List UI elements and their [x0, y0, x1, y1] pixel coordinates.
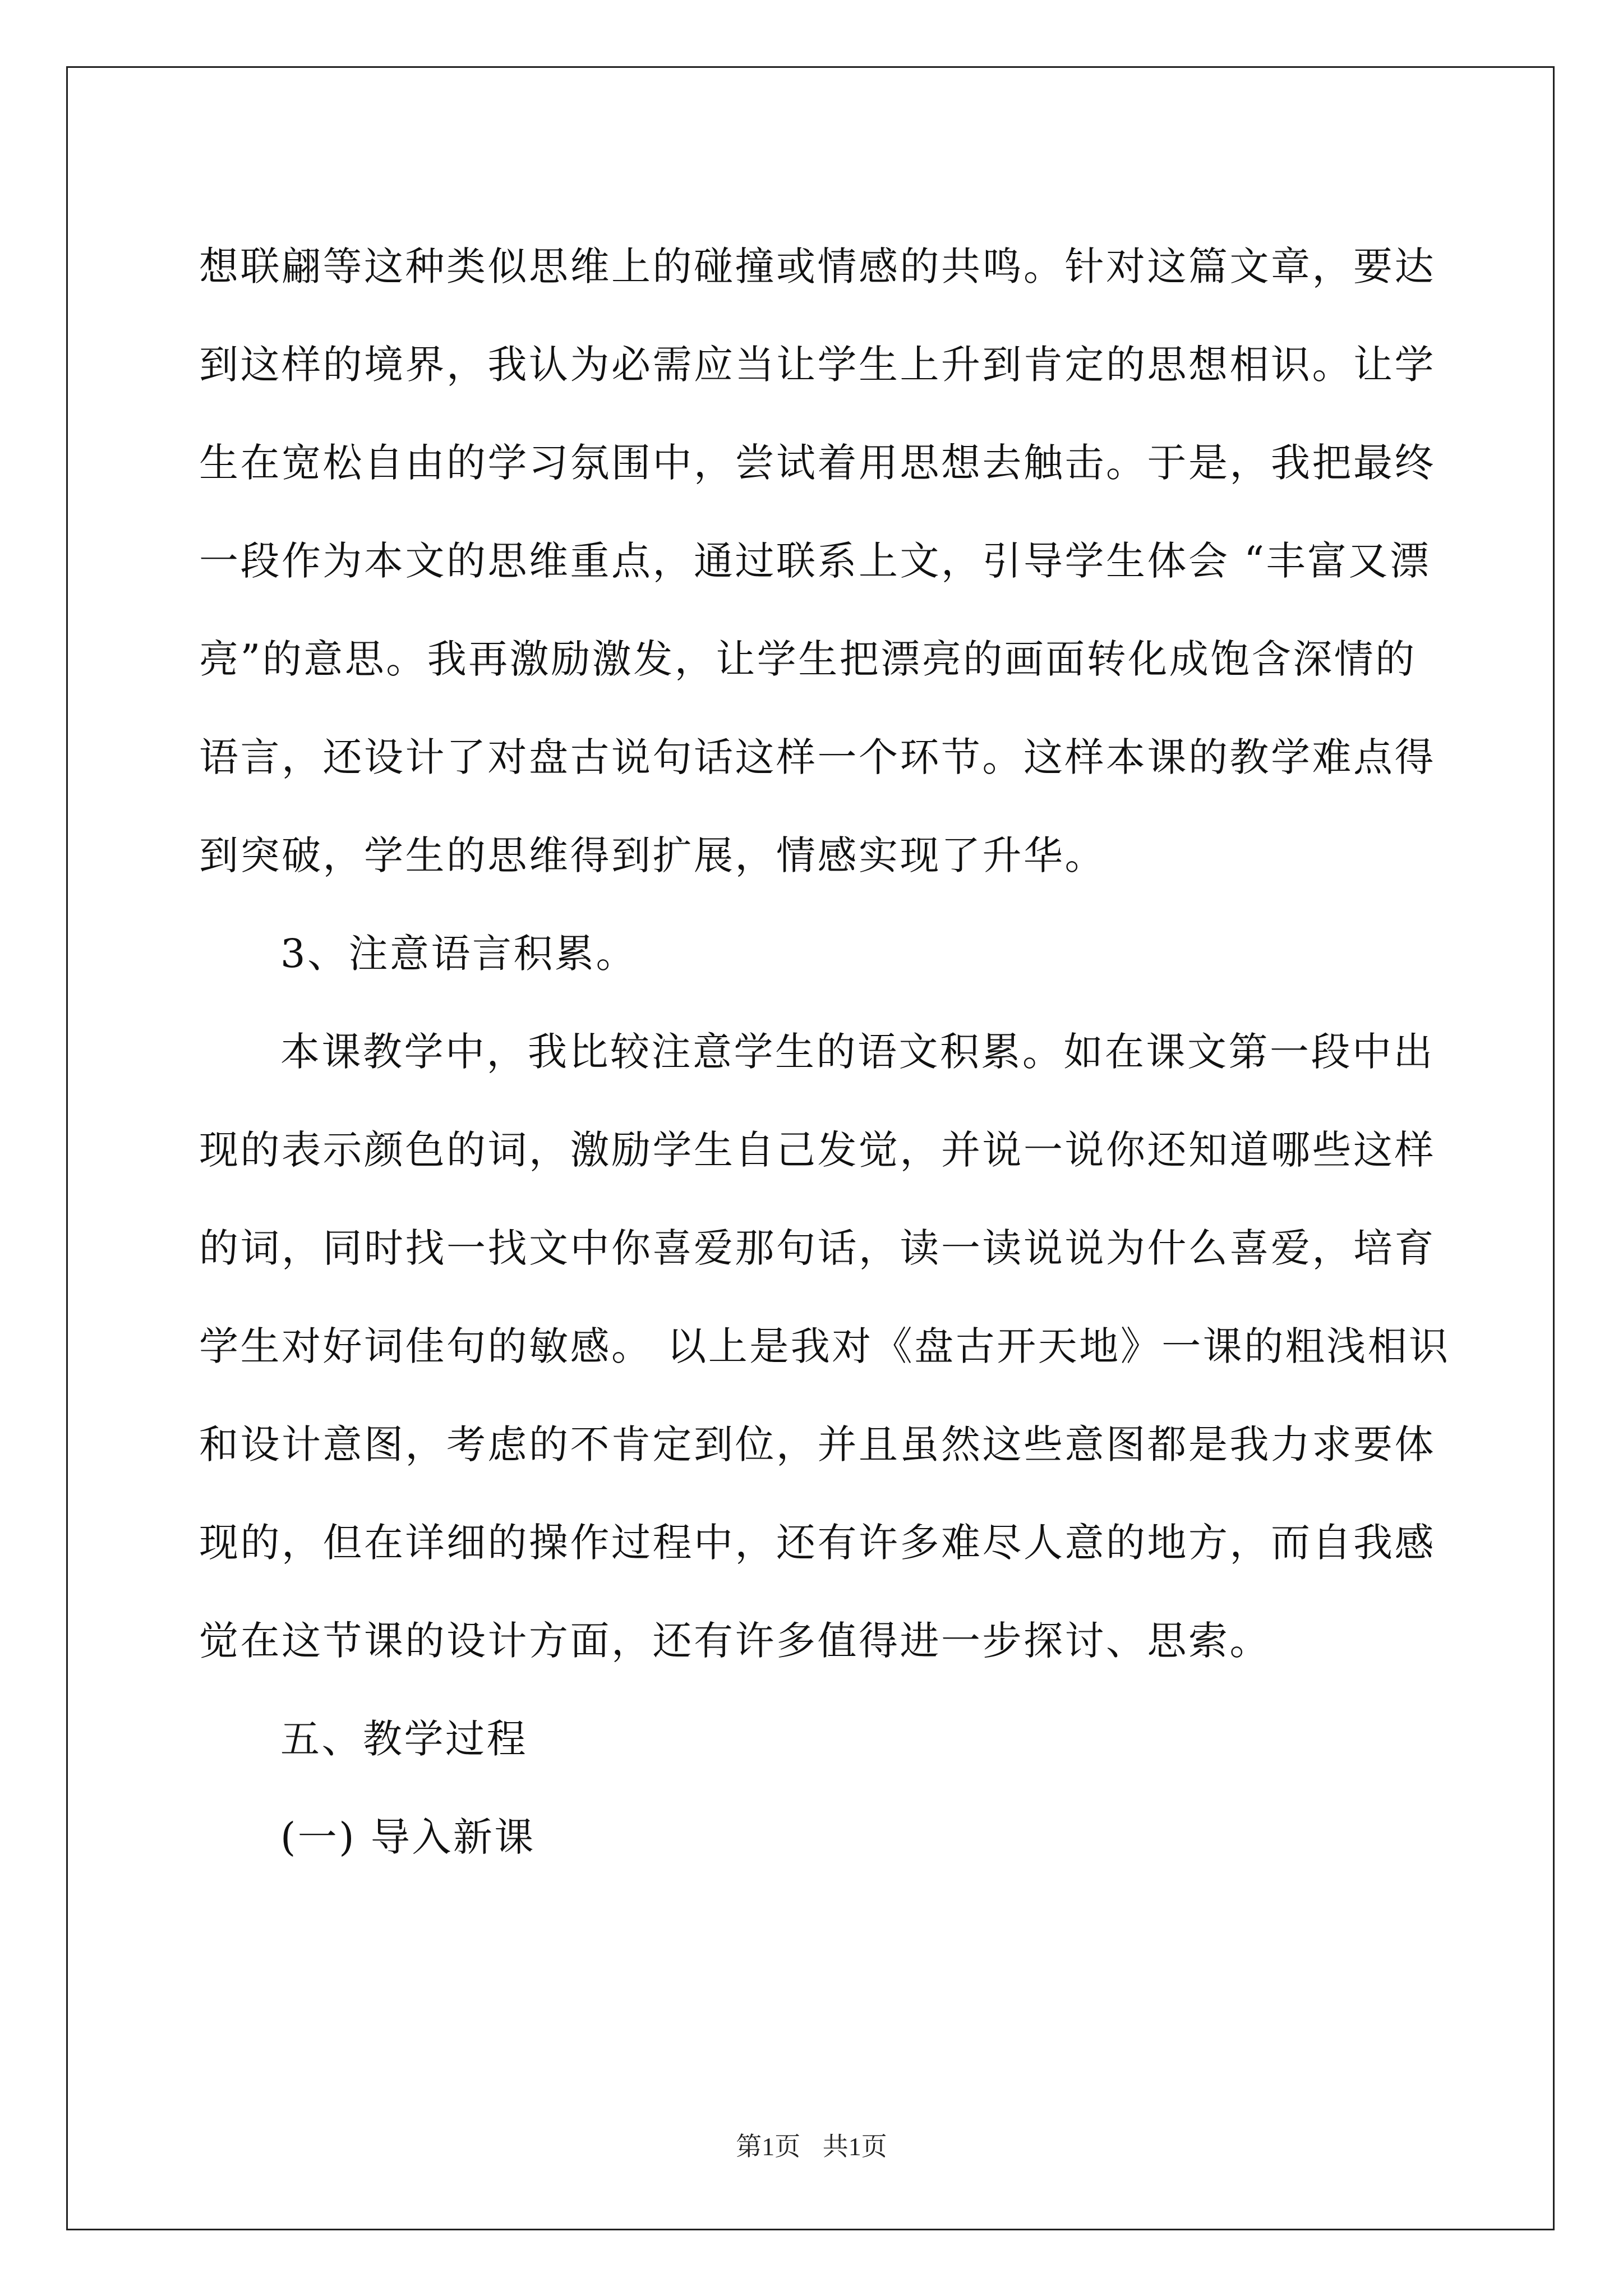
page-total: 共1页 — [822, 2132, 887, 2161]
text-line: 一段作为本文的思维重点，通过联系上文，引导学生体会 “丰富又漂 — [199, 538, 1431, 584]
document-body — [199, 218, 1450, 1887]
text-line: 想联翩等这种类似思维上的碰撞或情感的共鸣。针对这篇文章，要达 — [199, 243, 1436, 289]
text-line: 生在宽松自由的学习氛围中，尝试着用思想去触击。于是，我把最终 — [199, 440, 1436, 486]
text-line: 的词，同时找一找文中你喜爱那句话，读一读说说为什么喜爱，培育 — [199, 1225, 1436, 1271]
text-line: 学生对好词佳句的敏感。 以上是我对《盘古开天地》一课的粗浅相识 — [199, 1323, 1450, 1369]
section-heading: 3、注意语言积累。 — [280, 931, 638, 977]
text-line: 现的表示颜色的词，激励学生自己发觉，并说一说你还知道哪些这样 — [199, 1127, 1436, 1173]
page-footer — [0, 2126, 1623, 2163]
text-line: 语言，还设计了对盘古说句话这样一个环节。这样本课的教学难点得 — [199, 734, 1436, 780]
section-heading: 五、教学过程 — [280, 1716, 528, 1762]
text-line: 现的，但在详细的操作过程中，还有许多难尽人意的地方，而自我感 — [199, 1520, 1436, 1566]
text-line: 到突破，学生的思维得到扩展，情感实现了升华。 — [199, 832, 1106, 878]
text-line: 亮”的意思。我再激励激发，让学生把漂亮的画面转化成饱含深情的 — [199, 636, 1417, 682]
text-line: 到这样的境界，我认为必需应当让学生上升到肯定的思想相识。让学 — [199, 342, 1436, 388]
subsection-heading: (一) 导入新课 — [280, 1814, 536, 1860]
text-line: 和设计意图，考虑的不肯定到位，并且虽然这些意图都是我力求要体 — [199, 1421, 1436, 1467]
page-number: 第1页 — [736, 2132, 801, 2161]
text-line: 本课教学中，我比较注意学生的语文积累。如在课文第一段中出 — [280, 1029, 1435, 1075]
text-line: 觉在这节课的设计方面，还有许多值得进一步探讨、思索。 — [199, 1618, 1271, 1664]
